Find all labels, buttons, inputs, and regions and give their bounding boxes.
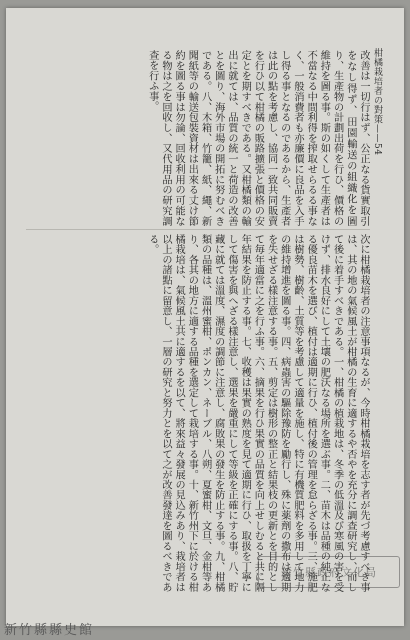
band-divider	[26, 229, 370, 230]
text-band-upper: 改善は一切行はず、公正なる貨實取引をなし得ず、田園輸送の組織化を圖り、生產物の計劃出荷を行ひ、價格の維持を圖る事。斯の如くして生產者は不當なる中間利得を搾取せらるる事なく、一般消費者も亦廉價に良品を入手し得る事となるのであるから、生產者は此の點を考慮し、協同一致共同販賣を行ひ以て柑橘の販路擴張と價格の安定とを期すべきである。又柑橘類の輸出に就ては、品質の統一と荷造の改善とを圖り、海外市場の開拓に努むべきである。八、木箱、竹籠、紙、繩、新聞紙等の輸送包裝資材は出來る丈け節約を圖る事は勿論、回收利用の可能なる物は之を回收し、又代用品の研究調查を行ふ事。	[146, 50, 369, 226]
archive-watermark: 新竹縣縣史館	[4, 623, 95, 638]
document-page	[6, 8, 404, 626]
archive-seal: 新竹縣政府文化局	[258, 556, 400, 588]
text-band-lower: 次に柑橘栽培者の注意事項なるが、今時柑橘栽培を志す者が先づ考慮すべき事は、其の地の氣候風土が柑橘の生育に適するや否やを充分に調查研究し、而して後に着手すべきである。一、柑橘の植栽地は、冬季の低溫及び寒風の害を受けず、排水良好にして土壤の肥沃なる場所を選ぶ事。二、苗木は品種の純正なる優良苗木を選び、植付は適期に行ひ、植付後の管理を怠らざる事。三、施肥は樹勢、樹齡、土質等を考慮して適量を施し、特に有機質肥料を多用して地力の維持增進を圖る事。四、病蟲害の驅除豫防を勵行し、殊に薬劑の撒布は適期を失せざる樣注意する事。五、剪定は樹形の整正と結果枝の更新とを目的として毎年適當に之を行ふ事。六、摘果を行ひ果實の品質を向上せしむると共に隔年結果を防止する事。七、收穫は果實の熟度を見て適期に行ひ、取扱を丁寧にして傷害を與へざる樣注意し、選果を嚴重にして等級を正確にする事。八、貯藏に就ては溫度、濕度の調節に注意し、腐敗果の發生を防止する事。九、柑橘類の品種は、溫州蜜柑、ポンカン、ネーブル、八朔、夏蜜柑、文旦、金柑等あり、各其の地方に適する品種を選定して栽培する事。十、新竹州下に於ける柑橘栽培は、氣候風土共に適するを以て、將來益々發展の見込みあり、栽培者は以上の諸點に留意し、一層の研究と努力とを以て之が改善發達を圖るべきである。	[146, 234, 369, 592]
running-header: 柑橘栽培者の對策——54	[372, 48, 382, 156]
